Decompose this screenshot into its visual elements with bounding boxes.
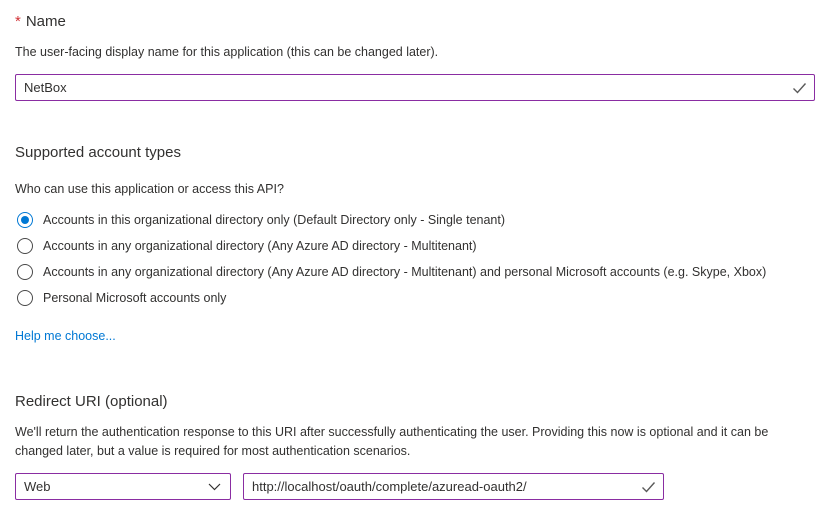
radio-personal-only[interactable] (15, 285, 815, 311)
radio-button-icon[interactable] (17, 290, 33, 306)
chevron-down-icon (208, 483, 221, 491)
name-description: The user-facing display name for this application (this can be changed later). (15, 45, 439, 59)
radio-button-icon[interactable] (17, 212, 33, 228)
platform-selected-value: Web (24, 479, 51, 494)
valid-checkmark-icon (792, 82, 807, 94)
radio-button-icon[interactable] (17, 264, 33, 280)
account-types-radio-group (15, 207, 815, 311)
radio-button-icon[interactable] (17, 238, 33, 254)
help-me-choose-link[interactable]: Help me choose... (15, 329, 116, 343)
radio-multitenant[interactable] (15, 233, 815, 259)
valid-checkmark-icon (641, 481, 656, 493)
platform-select-dropdown[interactable] (15, 473, 231, 500)
required-asterisk: * (15, 13, 21, 30)
radio-single-tenant[interactable] (15, 207, 815, 233)
redirect-uri-input[interactable] (243, 473, 664, 500)
redirect-uri-controls (15, 473, 815, 500)
radio-label: Accounts in any organizational directory (Any Azure AD directory - Multitenant) and personal Microsoft accounts (e.g. Skype, Xbox) (43, 265, 767, 279)
radio-multitenant-personal[interactable] (15, 259, 815, 285)
account-types-question: Who can use this application or access this API? (15, 182, 284, 196)
redirect-uri-input-container (243, 473, 664, 500)
name-input[interactable] (15, 74, 815, 101)
radio-label: Accounts in any organizational directory (Any Azure AD directory - Multitenant) (43, 239, 477, 253)
radio-label: Accounts in this organizational directory only (Default Directory only - Single tenant) (43, 213, 506, 227)
account-types-title: Supported account types (15, 144, 181, 161)
redirect-uri-title: Redirect URI (optional) (15, 393, 168, 410)
radio-label: Personal Microsoft accounts only (43, 291, 227, 305)
redirect-uri-description: We'll return the authentication response to this URI after successfully authenticating the user. Providing this now is optional and it can be changed later, but a value is required for most authentication scenarios. (15, 425, 769, 458)
name-input-container (15, 74, 815, 101)
name-title-text: Name (25, 13, 66, 30)
name-section-title (15, 12, 815, 32)
